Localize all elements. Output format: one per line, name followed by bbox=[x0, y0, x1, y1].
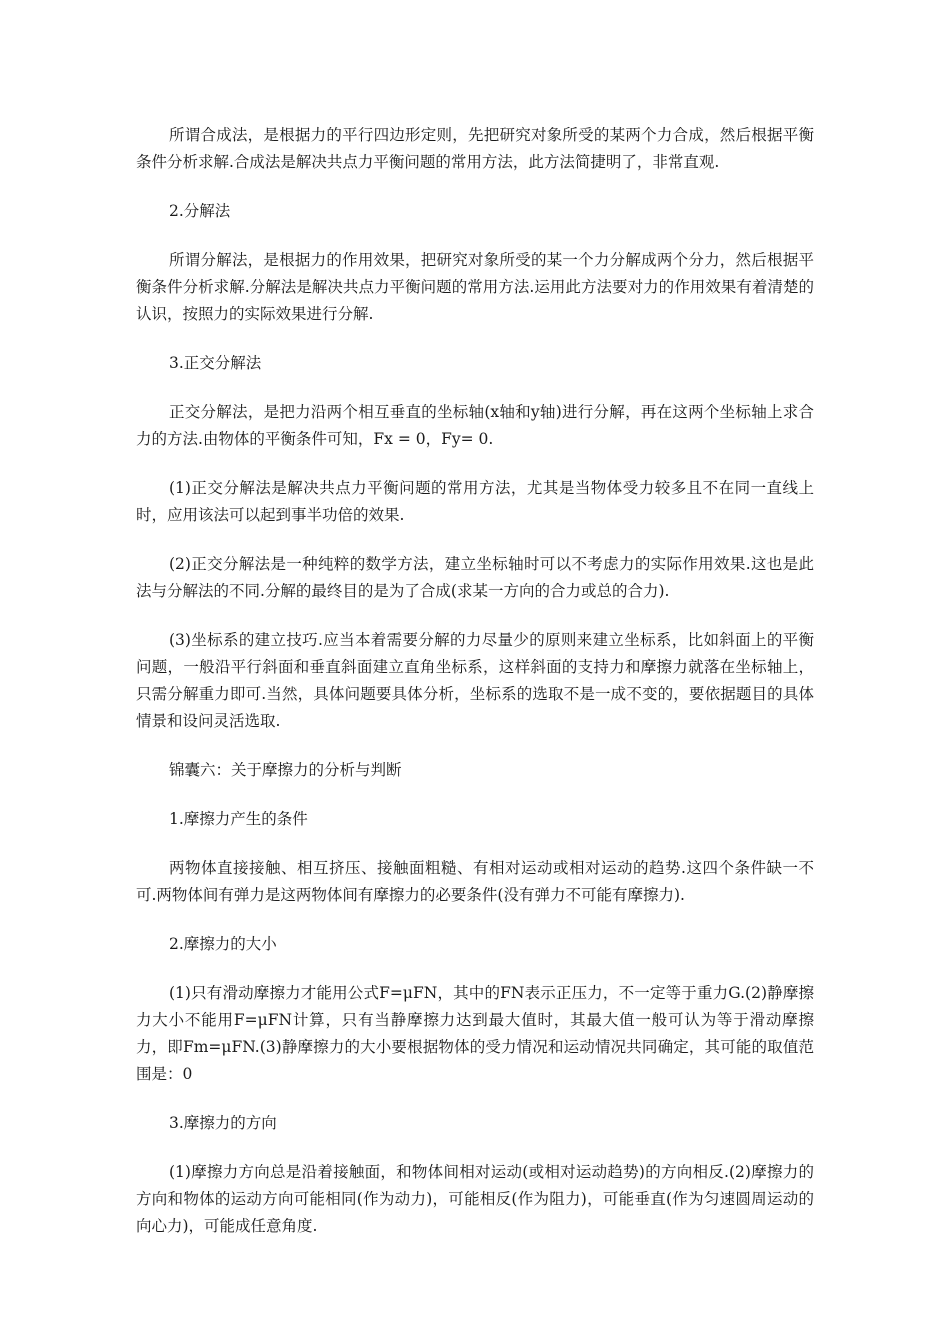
section-heading-decomposition: 2.分解法 bbox=[169, 202, 231, 220]
section-heading-friction-magnitude: 2.摩擦力的大小 bbox=[169, 935, 277, 953]
paragraph-friction-magnitude: (1)只有滑动摩擦力才能用公式F=μFN，其中的FN表示正压力，不一定等于重力G.(2)静摩擦力大小不能用F=μFN计算，只有当静摩擦力达到最大值时，其最大值一般可认为等于滑动摩擦力，即Fm=μFN.(3)静摩擦力的大小要根据物体的受力情况和运动情况共同确定，其可能的取值范围是：0 bbox=[136, 984, 814, 1083]
section-heading-friction-direction: 3.摩擦力的方向 bbox=[169, 1114, 277, 1132]
section-heading-friction-conditions: 1.摩擦力产生的条件 bbox=[169, 810, 308, 828]
paragraph-friction-conditions: 两物体直接接触、相互挤压、接触面粗糙、有相对运动或相对运动的趋势.这四个条件缺一不可.两物体间有弹力是这两物体间有摩擦力的必要条件(没有弹力不可能有摩擦力). bbox=[136, 859, 814, 904]
paragraph-orthogonal-point-2: (2)正交分解法是一种纯粹的数学方法，建立坐标轴时可以不考虑力的实际作用效果.这也是此法与分解法的不同.分解的最终目的是为了合成(求某一方向的合力或总的合力). bbox=[136, 555, 814, 600]
paragraph-decomposition-method: 所谓分解法，是根据力的作用效果，把研究对象所受的某一个力分解成两个分力，然后根据平衡条件分析求解.分解法是解决共点力平衡问题的常用方法.运用此方法要对力的作用效果有着清楚的认识，按照力的实际效果进行分解. bbox=[136, 251, 814, 323]
paragraph-synthesis-method: 所谓合成法，是根据力的平行四边形定则，先把研究对象所受的某两个力合成，然后根据平衡条件分析求解.合成法是解决共点力平衡问题的常用方法，此方法简捷明了，非常直观. bbox=[136, 126, 814, 171]
paragraph-orthogonal-point-1: (1)正交分解法是解决共点力平衡问题的常用方法，尤其是当物体受力较多且不在同一直线上时，应用该法可以起到事半功倍的效果. bbox=[136, 479, 814, 524]
section-heading-orthogonal: 3.正交分解法 bbox=[169, 354, 262, 372]
document-body bbox=[136, 122, 814, 1262]
paragraph-orthogonal-method: 正交分解法，是把力沿两个相互垂直的坐标轴(x轴和y轴)进行分解，再在这两个坐标轴上求合力的方法.由物体的平衡条件可知，Fx = 0，Fy= 0. bbox=[136, 403, 814, 448]
section-heading-friction-tip: 锦囊六：关于摩擦力的分析与判断 bbox=[169, 761, 402, 779]
paragraph-orthogonal-point-3: (3)坐标系的建立技巧.应当本着需要分解的力尽量少的原则来建立坐标系，比如斜面上的平衡问题，一般沿平行斜面和垂直斜面建立直角坐标系，这样斜面的支持力和摩擦力就落在坐标轴上，只需分解重力即可.当然，具体问题要具体分析，坐标系的选取不是一成不变的，要依据题目的具体情景和设问灵活选取. bbox=[136, 631, 814, 730]
paragraph-friction-direction: (1)摩擦力方向总是沿着接触面，和物体间相对运动(或相对运动趋势)的方向相反.(2)摩擦力的方向和物体的运动方向可能相同(作为动力)，可能相反(作为阻力)，可能垂直(作为匀速圆周运动的向心力)，可能成任意角度. bbox=[136, 1163, 814, 1235]
